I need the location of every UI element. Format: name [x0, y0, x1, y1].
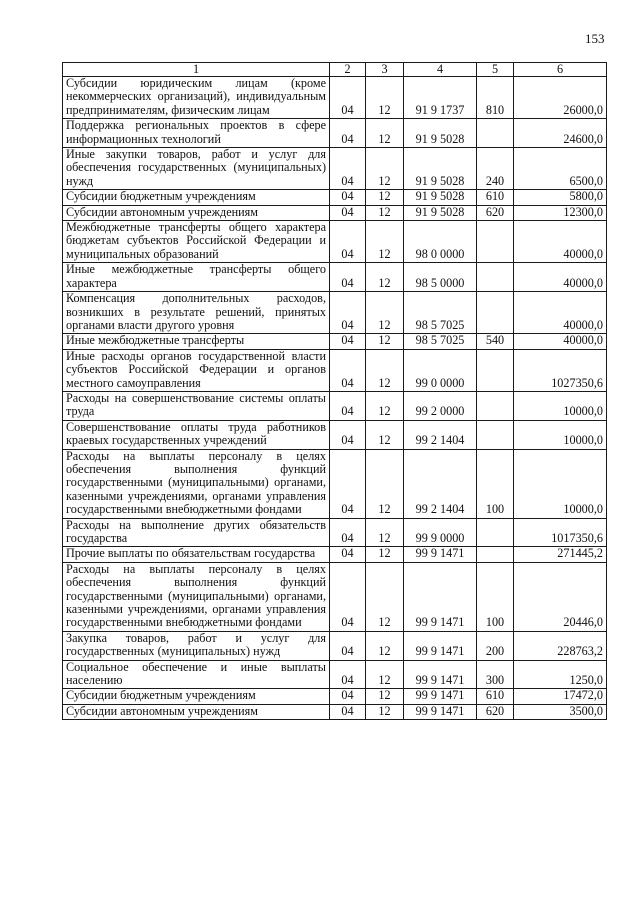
- row-amount: 12300,0: [514, 205, 607, 220]
- row-section-code: 04: [330, 420, 366, 449]
- row-subsection-code: 12: [366, 349, 404, 391]
- header-col-6: 6: [514, 63, 607, 77]
- table-row: [63, 349, 607, 391]
- row-description: [63, 334, 330, 349]
- table-row: [63, 391, 607, 420]
- row-description: [63, 349, 330, 391]
- row-target-article: 99 9 1471: [404, 547, 477, 562]
- row-expense-type: 200: [477, 631, 514, 660]
- row-description-text: Иные расходы органов государственной власти субъектов Российской Федерации и органов местного самоуправления: [66, 349, 326, 390]
- row-subsection-code: 12: [366, 547, 404, 562]
- row-amount: 40000,0: [514, 334, 607, 349]
- table-row: [63, 660, 607, 689]
- row-description-text: Иные межбюджетные трансферты: [66, 333, 245, 348]
- row-subsection-code: 12: [366, 391, 404, 420]
- row-description-text: Субсидии юридическим лицам (кроме некоммерческих организаций), индивидуальным предпринимателям, физическим лицам: [66, 76, 326, 117]
- row-expense-type: [477, 391, 514, 420]
- row-amount: 1027350,6: [514, 349, 607, 391]
- row-target-article: 98 5 0000: [404, 263, 477, 292]
- row-amount: 5800,0: [514, 190, 607, 205]
- row-expense-type: [477, 221, 514, 263]
- row-amount: 6500,0: [514, 148, 607, 190]
- row-description: [63, 391, 330, 420]
- row-description-text: Расходы на совершенствование системы оплаты труда: [66, 391, 326, 419]
- header-col-3: 3: [366, 63, 404, 77]
- row-section-code: 04: [330, 391, 366, 420]
- row-amount: 228763,2: [514, 631, 607, 660]
- row-subsection-code: 12: [366, 449, 404, 518]
- row-subsection-code: 12: [366, 263, 404, 292]
- table-row: [63, 263, 607, 292]
- row-expense-type: 610: [477, 190, 514, 205]
- row-section-code: 04: [330, 547, 366, 562]
- row-expense-type: 100: [477, 449, 514, 518]
- row-subsection-code: 12: [366, 77, 404, 119]
- budget-table: [62, 62, 607, 720]
- row-section-code: 04: [330, 292, 366, 334]
- row-description: [63, 221, 330, 263]
- row-description-text: Иные межбюджетные трансферты общего характера: [66, 262, 326, 290]
- row-description: [63, 704, 330, 719]
- row-expense-type: 610: [477, 689, 514, 704]
- row-expense-type: [477, 119, 514, 148]
- row-description: [63, 660, 330, 689]
- row-target-article: 99 2 1404: [404, 420, 477, 449]
- table-row: [63, 148, 607, 190]
- row-description: [63, 631, 330, 660]
- row-target-article: 98 5 7025: [404, 334, 477, 349]
- table-header-row: [63, 63, 607, 77]
- table-row: [63, 704, 607, 719]
- row-description-text: Социальное обеспечение и иные выплаты населению: [66, 660, 326, 688]
- row-subsection-code: 12: [366, 518, 404, 547]
- row-description-text: Субсидии автономным учреждениям: [66, 205, 258, 219]
- row-description: [63, 689, 330, 704]
- table-row: [63, 334, 607, 349]
- row-section-code: 04: [330, 349, 366, 391]
- row-target-article: 91 9 5028: [404, 205, 477, 220]
- table-row: [63, 205, 607, 220]
- row-expense-type: 300: [477, 660, 514, 689]
- row-amount: 10000,0: [514, 449, 607, 518]
- row-target-article: 99 2 0000: [404, 391, 477, 420]
- row-expense-type: 240: [477, 148, 514, 190]
- row-subsection-code: 12: [366, 119, 404, 148]
- row-description-text: Субсидии бюджетным учреждениям: [66, 688, 256, 703]
- row-subsection-code: 12: [366, 660, 404, 689]
- row-target-article: 91 9 5028: [404, 119, 477, 148]
- row-description-text: Субсидии автономным учреждениям: [66, 704, 258, 718]
- row-expense-type: [477, 349, 514, 391]
- table-row: [63, 420, 607, 449]
- row-expense-type: 540: [477, 334, 514, 349]
- row-subsection-code: 12: [366, 689, 404, 704]
- row-description-text: Расходы на выплаты персоналу в целях обеспечения выполнения функций государственными (муниципальными) органами, казенными учреждениями, органами управления государственными внебюджетными фондами: [66, 449, 326, 517]
- row-expense-type: 100: [477, 562, 514, 631]
- row-target-article: 99 9 1471: [404, 689, 477, 704]
- row-subsection-code: 12: [366, 631, 404, 660]
- row-description: [63, 562, 330, 631]
- table-row: [63, 292, 607, 334]
- row-amount: 1017350,6: [514, 518, 607, 547]
- row-section-code: 04: [330, 190, 366, 205]
- row-description: [63, 148, 330, 190]
- table-row: [63, 689, 607, 704]
- row-amount: 20446,0: [514, 562, 607, 631]
- row-amount: 10000,0: [514, 391, 607, 420]
- row-expense-type: 810: [477, 77, 514, 119]
- row-target-article: 99 9 1471: [404, 704, 477, 719]
- table-row: [63, 547, 607, 562]
- row-target-article: 98 0 0000: [404, 221, 477, 263]
- table-row: [63, 119, 607, 148]
- row-description: [63, 263, 330, 292]
- row-description: [63, 77, 330, 119]
- row-description-text: Поддержка региональных проектов в сфере информационных технологий: [66, 118, 326, 146]
- row-section-code: 04: [330, 631, 366, 660]
- row-section-code: 04: [330, 148, 366, 190]
- row-section-code: 04: [330, 221, 366, 263]
- row-section-code: 04: [330, 77, 366, 119]
- row-section-code: 04: [330, 205, 366, 220]
- row-target-article: 98 5 7025: [404, 292, 477, 334]
- row-subsection-code: 12: [366, 562, 404, 631]
- row-description: [63, 119, 330, 148]
- row-section-code: 04: [330, 562, 366, 631]
- table-row: [63, 562, 607, 631]
- row-expense-type: [477, 292, 514, 334]
- row-description-text: Субсидии бюджетным учреждениям: [66, 189, 256, 204]
- row-target-article: 99 9 0000: [404, 518, 477, 547]
- row-description: [63, 547, 330, 562]
- row-amount: 24600,0: [514, 119, 607, 148]
- row-section-code: 04: [330, 334, 366, 349]
- row-expense-type: 620: [477, 205, 514, 220]
- row-section-code: 04: [330, 449, 366, 518]
- row-amount: 40000,0: [514, 263, 607, 292]
- header-col-2: 2: [330, 63, 366, 77]
- row-amount: 26000,0: [514, 77, 607, 119]
- table-row: [63, 518, 607, 547]
- row-expense-type: [477, 263, 514, 292]
- row-description: [63, 190, 330, 205]
- table-row: [63, 190, 607, 205]
- page-number: 153: [585, 31, 605, 46]
- row-description: [63, 292, 330, 334]
- row-description-text: Межбюджетные трансферты общего характера бюджетам субъектов Российской Федерации и муниципальных образований: [66, 220, 326, 261]
- row-section-code: 04: [330, 660, 366, 689]
- row-description-text: Расходы на выплаты персоналу в целях обеспечения выполнения функций государственными (муниципальными) органами, казенными учреждениями, органами управления государственными внебюджетными фондами: [66, 562, 326, 630]
- row-amount: 40000,0: [514, 221, 607, 263]
- row-target-article: 99 9 1471: [404, 631, 477, 660]
- row-expense-type: [477, 547, 514, 562]
- row-target-article: 91 9 5028: [404, 190, 477, 205]
- row-amount: 271445,2: [514, 547, 607, 562]
- row-subsection-code: 12: [366, 190, 404, 205]
- row-expense-type: 620: [477, 704, 514, 719]
- row-section-code: 04: [330, 704, 366, 719]
- row-amount: 1250,0: [514, 660, 607, 689]
- row-description-text: Совершенствование оплаты труда работников краевых государственных учреждений: [66, 420, 326, 448]
- row-target-article: 99 9 1471: [404, 562, 477, 631]
- row-section-code: 04: [330, 119, 366, 148]
- table-row: [63, 221, 607, 263]
- row-subsection-code: 12: [366, 704, 404, 719]
- row-description: [63, 420, 330, 449]
- row-expense-type: [477, 518, 514, 547]
- row-target-article: 99 2 1404: [404, 449, 477, 518]
- row-description: [63, 518, 330, 547]
- row-subsection-code: 12: [366, 420, 404, 449]
- row-description-text: Закупка товаров, работ и услуг для государственных (муниципальных) нужд: [66, 631, 326, 659]
- table-row: [63, 631, 607, 660]
- row-subsection-code: 12: [366, 334, 404, 349]
- row-description: [63, 205, 330, 220]
- row-description-text: Расходы на выполнение других обязательств государства: [66, 518, 326, 545]
- table-row: [63, 449, 607, 518]
- row-description-text: Иные закупки товаров, работ и услуг для обеспечения государственных (муниципальных) нужд: [66, 147, 326, 188]
- row-description: [63, 449, 330, 518]
- row-target-article: 91 9 5028: [404, 148, 477, 190]
- row-subsection-code: 12: [366, 221, 404, 263]
- row-amount: 3500,0: [514, 704, 607, 719]
- row-target-article: 99 0 0000: [404, 349, 477, 391]
- row-subsection-code: 12: [366, 148, 404, 190]
- row-section-code: 04: [330, 689, 366, 704]
- row-target-article: 99 9 1471: [404, 660, 477, 689]
- header-col-4: 4: [404, 63, 477, 77]
- row-amount: 10000,0: [514, 420, 607, 449]
- header-col-5: 5: [477, 63, 514, 77]
- row-amount: 17472,0: [514, 689, 607, 704]
- row-expense-type: [477, 420, 514, 449]
- header-col-1: 1: [63, 63, 330, 77]
- row-description-text: Прочие выплаты по обязательствам государства: [66, 546, 316, 561]
- row-amount: 40000,0: [514, 292, 607, 334]
- row-section-code: 04: [330, 518, 366, 547]
- row-section-code: 04: [330, 263, 366, 292]
- row-subsection-code: 12: [366, 205, 404, 220]
- table-row: [63, 77, 607, 119]
- row-target-article: 91 9 1737: [404, 77, 477, 119]
- row-subsection-code: 12: [366, 292, 404, 334]
- row-description-text: Компенсация дополнительных расходов, возникших в результате решений, принятых органами власти другого уровня: [66, 291, 326, 332]
